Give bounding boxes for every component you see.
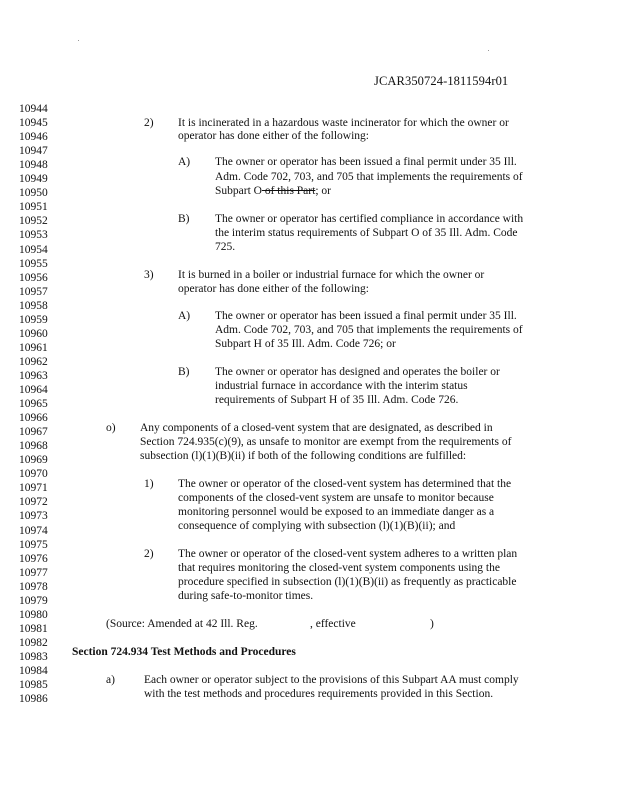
- item-text-line: It is burned in a boiler or industrial furnace for which the owner or: [178, 269, 485, 281]
- subsection-text-line: Each owner or operator subject to the provisions of this Subpart AA must comply: [144, 674, 519, 686]
- subitem-label: B): [178, 213, 190, 225]
- line-number: 10953: [19, 229, 48, 242]
- scan-speck: [78, 40, 79, 41]
- item-label: 3): [144, 269, 154, 281]
- subsection-text-line: subsection (l)(1)(B)(ii) if both of the following conditions are fulfilled:: [140, 450, 467, 462]
- line-number: 10958: [19, 299, 48, 312]
- line-number: 10968: [19, 440, 48, 453]
- subsection-text-line: with the test methods and procedures requirements provided in this Section.: [144, 688, 494, 700]
- subsection-label: a): [106, 674, 115, 686]
- line-number: 10951: [19, 201, 48, 214]
- subitem-text-line: Subpart H of 35 Ill. Adm. Code 726; or: [215, 338, 396, 350]
- line-number: 10970: [19, 468, 48, 481]
- subsection-text-line: Any components of a closed-vent system that are designated, as described in: [140, 422, 493, 434]
- line-number: 10959: [19, 313, 48, 326]
- item-text-line: procedure specified in subsection (l)(1)(B)(ii) as frequently as practicable: [178, 576, 517, 588]
- line-number: 10964: [19, 384, 48, 396]
- item-text-line: that requires monitoring the closed-vent system components using the: [178, 562, 500, 574]
- subsection-text-line: Section 724.935(c)(9), as unsafe to monitor are exempt from the requirements of: [140, 436, 512, 448]
- line-number: 10969: [19, 454, 48, 467]
- line-number: 10974: [19, 524, 48, 537]
- line-number: 10977: [19, 566, 48, 579]
- line-number: 10976: [19, 552, 48, 565]
- line-number: 10944: [19, 103, 48, 115]
- line-number: 10973: [19, 510, 48, 523]
- line-number: 10978: [19, 580, 48, 593]
- subitem-text-line: The owner or operator has certified compliance in accordance with: [215, 213, 524, 225]
- item-text-line: operator has done either of the following:: [178, 130, 369, 142]
- struck-text: of this Part: [261, 185, 316, 197]
- line-number: 10971: [19, 482, 48, 495]
- item-label: 2): [144, 548, 154, 560]
- line-number: 10947: [19, 145, 48, 158]
- section-heading: Section 724.934 Test Methods and Procedures: [72, 646, 296, 658]
- item-text-line: The owner or operator of the closed-vent system has determined that the: [178, 478, 512, 490]
- item-text-line: consequence of complying with subsection (l)(1)(B)(ii); and: [178, 520, 456, 532]
- line-number: 10983: [19, 650, 48, 663]
- line-number: 10946: [19, 131, 48, 144]
- line-number: 10949: [19, 173, 48, 186]
- line-number: 10961: [19, 341, 48, 354]
- line-number: 10981: [19, 622, 48, 635]
- subitem-text-line: the interim status requirements of Subpart O of 35 Ill. Adm. Code: [215, 227, 518, 239]
- subitem-text-line: The owner or operator has designed and operates the boiler or: [215, 366, 500, 378]
- line-number: 10984: [19, 665, 48, 677]
- subitem-label: A): [178, 310, 191, 322]
- line-number: 10985: [19, 679, 48, 692]
- source-note-effective: , effective: [310, 618, 356, 630]
- line-number: 10952: [19, 215, 48, 228]
- line-number: 10975: [19, 538, 48, 551]
- subitem-text-line: 725.: [215, 241, 236, 253]
- item-text-line: It is incinerated in a hazardous waste incinerator for which the owner or: [178, 117, 509, 129]
- line-number: 10966: [19, 412, 48, 425]
- subitem-text-line: requirements of Subpart H of 35 Ill. Adm. Code 726.: [215, 394, 459, 406]
- clause-end: ; or: [315, 185, 331, 197]
- item-text-line: The owner or operator of the closed-vent system adheres to a written plan: [178, 548, 518, 560]
- line-number: 10982: [19, 636, 48, 649]
- line-number: 10986: [19, 693, 48, 706]
- item-text-line: components of the closed-vent system are unsafe to monitor because: [178, 492, 494, 504]
- item-label: 2): [144, 117, 154, 129]
- line-number: 10957: [19, 285, 48, 298]
- subitem-text-line: [215, 186, 331, 198]
- line-number: 10979: [19, 594, 48, 607]
- line-number: 10980: [19, 608, 48, 621]
- line-number: 10972: [19, 496, 48, 509]
- line-number: 10965: [19, 398, 48, 411]
- subsection-label: o): [106, 422, 116, 434]
- item-text-line: monitoring personnel would be exposed to an immediate danger as a: [178, 506, 495, 518]
- subitem-label: A): [178, 156, 191, 168]
- subitem-text-line: Adm. Code 702, 703, and 705 that implements the requirements of: [215, 171, 523, 183]
- line-number: 10963: [19, 369, 48, 382]
- subitem-text-line: industrial furnace in accordance with the interim status: [215, 380, 468, 392]
- item-text-line: during safe-to-monitor times.: [178, 590, 314, 602]
- source-note: (Source: Amended at 42 Ill. Reg.: [106, 618, 258, 630]
- subitem-text-line: The owner or operator has been issued a final permit under 35 Ill.: [215, 156, 517, 168]
- source-note-close: ): [430, 618, 434, 630]
- line-number: 10950: [19, 187, 48, 200]
- line-number: 10954: [19, 243, 48, 256]
- line-number: 10960: [19, 327, 48, 340]
- subitem-label: B): [178, 366, 190, 378]
- item-label: 1): [144, 478, 154, 490]
- subpart-ref: Subpart O: [215, 185, 262, 197]
- subitem-text-line: Adm. Code 702, 703, and 705 that implements the requirements of: [215, 324, 523, 336]
- line-number: 10962: [19, 355, 48, 368]
- line-number: 10945: [19, 117, 48, 130]
- line-number: 10967: [19, 426, 48, 439]
- document-id: JCAR350724-1811594r01: [374, 74, 509, 88]
- line-number: 10955: [19, 257, 48, 270]
- line-number: 10956: [19, 271, 48, 284]
- subitem-text-line: The owner or operator has been issued a final permit under 35 Ill.: [215, 310, 517, 322]
- scan-speck: [488, 50, 489, 51]
- item-text-line: operator has done either of the following:: [178, 283, 369, 295]
- line-number: 10948: [19, 159, 48, 172]
